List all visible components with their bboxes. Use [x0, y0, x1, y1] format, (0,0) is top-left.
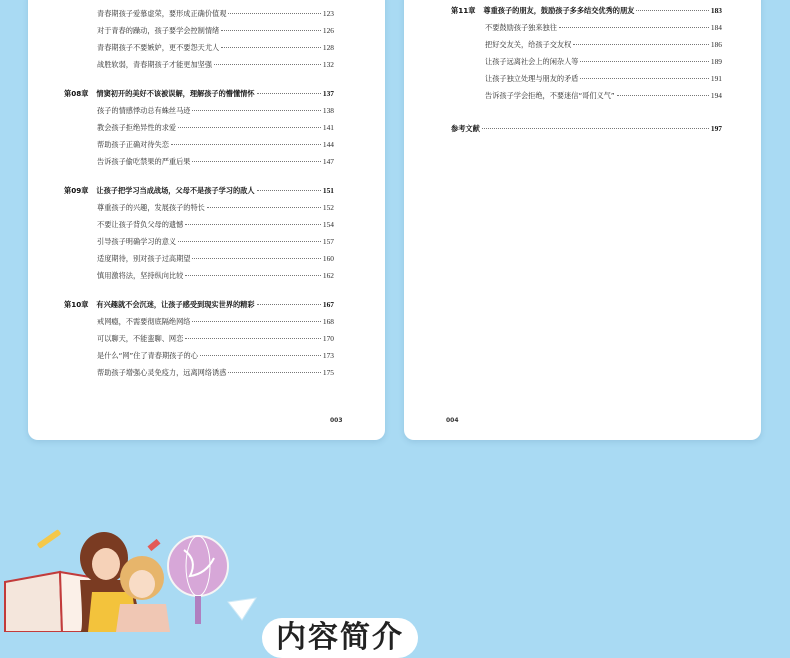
toc-entry — [97, 254, 334, 264]
toc-entry — [97, 368, 334, 378]
dot-leader — [580, 61, 708, 62]
toc-entry — [97, 9, 334, 19]
dot-leader — [228, 372, 321, 373]
dot-leader — [207, 207, 321, 208]
toc-entry-title: 帮助孩子增强心灵免疫力，远离网络诱惑 — [97, 368, 227, 377]
page-number-right: 004 — [446, 417, 459, 424]
toc-page-number: 137 — [322, 89, 334, 98]
toc-entry — [485, 40, 722, 50]
toc-page-number: 175 — [322, 368, 334, 377]
toc-entry-title: 戒网瘾，不需要彻底隔绝网络 — [97, 317, 191, 326]
toc-entry — [97, 157, 334, 167]
toc-page-number: 162 — [322, 271, 334, 280]
toc-page-number: 147 — [322, 157, 334, 166]
toc-page-number: 128 — [322, 43, 334, 52]
toc-page-number: 144 — [322, 140, 334, 149]
dot-leader — [482, 128, 709, 129]
dot-leader — [221, 47, 321, 48]
toc-entry-title: 青春期孩子不要嫉妒，更不要怨天尤人 — [97, 43, 220, 52]
chapter-number: 第09章 — [64, 186, 89, 195]
toc-chapter-entry — [64, 186, 334, 196]
dot-leader — [192, 258, 320, 259]
toc-page-number: 167 — [322, 300, 334, 309]
dot-leader — [200, 355, 321, 356]
dot-leader — [185, 338, 321, 339]
toc-entry-title: 把好交友关，给孩子交友权 — [485, 40, 572, 49]
toc-entry-title: 教会孩子拒绝异性的求爱 — [97, 123, 177, 132]
toc-entry-title: 可以聊天，不能蛮聊、网恋 — [97, 334, 184, 343]
dot-leader — [257, 190, 321, 191]
dot-leader — [257, 304, 321, 305]
toc-page-number: 141 — [322, 123, 334, 132]
mother-daughter-reading-illustration — [0, 520, 270, 632]
toc-entry — [97, 43, 334, 53]
toc-entry-title: 不要让孩子背负父母的遗憾 — [97, 220, 184, 229]
toc-chapter-entry — [451, 6, 722, 16]
toc-entry — [97, 237, 334, 247]
dot-leader — [573, 44, 709, 45]
toc-entry-title: 尊重孩子的兴趣，发展孩子的特长 — [97, 203, 205, 212]
toc-entry-title: 告诉孩子学会拒绝，不要迷信“哥们义气” — [485, 91, 615, 100]
toc-page-number: 197 — [710, 124, 722, 133]
toc-entry — [97, 123, 334, 133]
toc-page-number: 168 — [322, 317, 334, 326]
chapter-number: 第10章 — [64, 300, 89, 309]
toc-entry — [97, 271, 334, 281]
chapter-number: 第08章 — [64, 89, 89, 98]
toc-page-number: 151 — [322, 186, 334, 195]
toc-page-number: 173 — [322, 351, 334, 360]
chapter-number: 第11章 — [451, 6, 476, 15]
toc-page-number: 186 — [710, 40, 722, 49]
dot-leader — [636, 10, 709, 11]
toc-entry-title: 孩子的情感悸动总有蛛丝马迹 — [97, 106, 191, 115]
toc-entry — [97, 140, 334, 150]
toc-entry-title: 情窦初开的美好不该被误解，理解孩子的懵懂情怀 — [96, 89, 255, 98]
dot-leader — [185, 275, 321, 276]
toc-page-number: 152 — [322, 203, 334, 212]
toc-page-number: 126 — [322, 26, 334, 35]
dot-leader — [617, 95, 709, 96]
toc-page-number: 194 — [710, 91, 722, 100]
toc-entry-title: 让孩子远离社会上的闲杂人等 — [485, 57, 579, 66]
dot-leader — [192, 321, 320, 322]
toc-chapter-entry — [64, 300, 334, 310]
toc-entry — [485, 57, 722, 67]
pencil-icon — [37, 529, 62, 549]
toc-page-number: 154 — [322, 220, 334, 229]
toc-page-number: 160 — [322, 254, 334, 263]
toc-chapter-entry — [64, 89, 334, 99]
dot-leader — [178, 241, 321, 242]
toc-entry-title: 青春期孩子爱慕虚荣，要形成正确价值观 — [97, 9, 227, 18]
toc-entry — [485, 91, 722, 101]
toc-page-number: 132 — [322, 60, 334, 69]
dot-leader — [178, 127, 321, 128]
toc-entry-title: 告诉孩子偷吃禁果的严重后果 — [97, 157, 191, 166]
toc-page-left — [28, 0, 385, 440]
toc-entry — [97, 26, 334, 36]
toc-page-number: 157 — [322, 237, 334, 246]
dot-leader — [171, 144, 321, 145]
toc-entry — [97, 220, 334, 230]
toc-entry — [485, 23, 722, 33]
page-number-left: 003 — [330, 417, 343, 424]
toc-page-number: 183 — [710, 6, 722, 15]
toc-entry-title: 让孩子独立处理与朋友的矛盾 — [485, 74, 579, 83]
toc-entry — [97, 106, 334, 116]
dot-leader — [221, 30, 321, 31]
toc-entry-title: 帮助孩子正确对待失恋 — [97, 140, 169, 149]
toc-entry-title: 尊重孩子的朋友，鼓励孩子多多结交优秀的朋友 — [483, 6, 635, 15]
toc-entry-title: 是什么“网”住了青春期孩子的心 — [97, 351, 198, 360]
dot-leader — [580, 78, 708, 79]
toc-page-number: 189 — [710, 57, 722, 66]
dot-leader — [185, 224, 321, 225]
toc-entry-title: 慎用激将法，坚持纵向比较 — [97, 271, 184, 280]
dot-leader — [228, 13, 321, 14]
toc-entry — [97, 334, 334, 344]
dot-leader — [192, 161, 320, 162]
dot-leader — [192, 110, 320, 111]
toc-entry — [97, 351, 334, 361]
dot-leader — [257, 93, 321, 94]
toc-page-right — [404, 0, 761, 440]
toc-entry-title: 不要鼓励孩子独来独往 — [485, 23, 557, 32]
toc-entry-title: 让孩子把学习当成战场，父母不是孩子学习的敌人 — [96, 186, 255, 195]
toc-page-number: 138 — [322, 106, 334, 115]
toc-entry-title: 参考文献 — [451, 124, 480, 133]
toc-entry-title: 有兴趣就不会沉迷，让孩子感受到现实世界的精彩 — [96, 300, 255, 309]
toc-entry — [97, 203, 334, 213]
toc-chapter-entry — [451, 124, 722, 134]
toc-entry — [97, 317, 334, 327]
toc-entry — [485, 74, 722, 84]
toc-entry-title: 对于青春的躁动，孩子要学会控制情绪 — [97, 26, 220, 35]
dot-leader — [214, 64, 321, 65]
toc-entry-title: 引导孩子明确学习的意义 — [97, 237, 177, 246]
toc-entry-title: 战胜软弱，青春期孩子才能更加坚强 — [97, 60, 213, 69]
toc-page-number: 170 — [322, 334, 334, 343]
toc-entry — [97, 60, 334, 70]
toc-page-number: 184 — [710, 23, 722, 32]
toc-page-number: 123 — [322, 9, 334, 18]
toc-entry-title: 适度期待，别对孩子过高期望 — [97, 254, 191, 263]
dot-leader — [559, 27, 709, 28]
toc-page-number: 191 — [710, 74, 722, 83]
section-heading-content-intro: 内容简介 — [262, 618, 418, 658]
